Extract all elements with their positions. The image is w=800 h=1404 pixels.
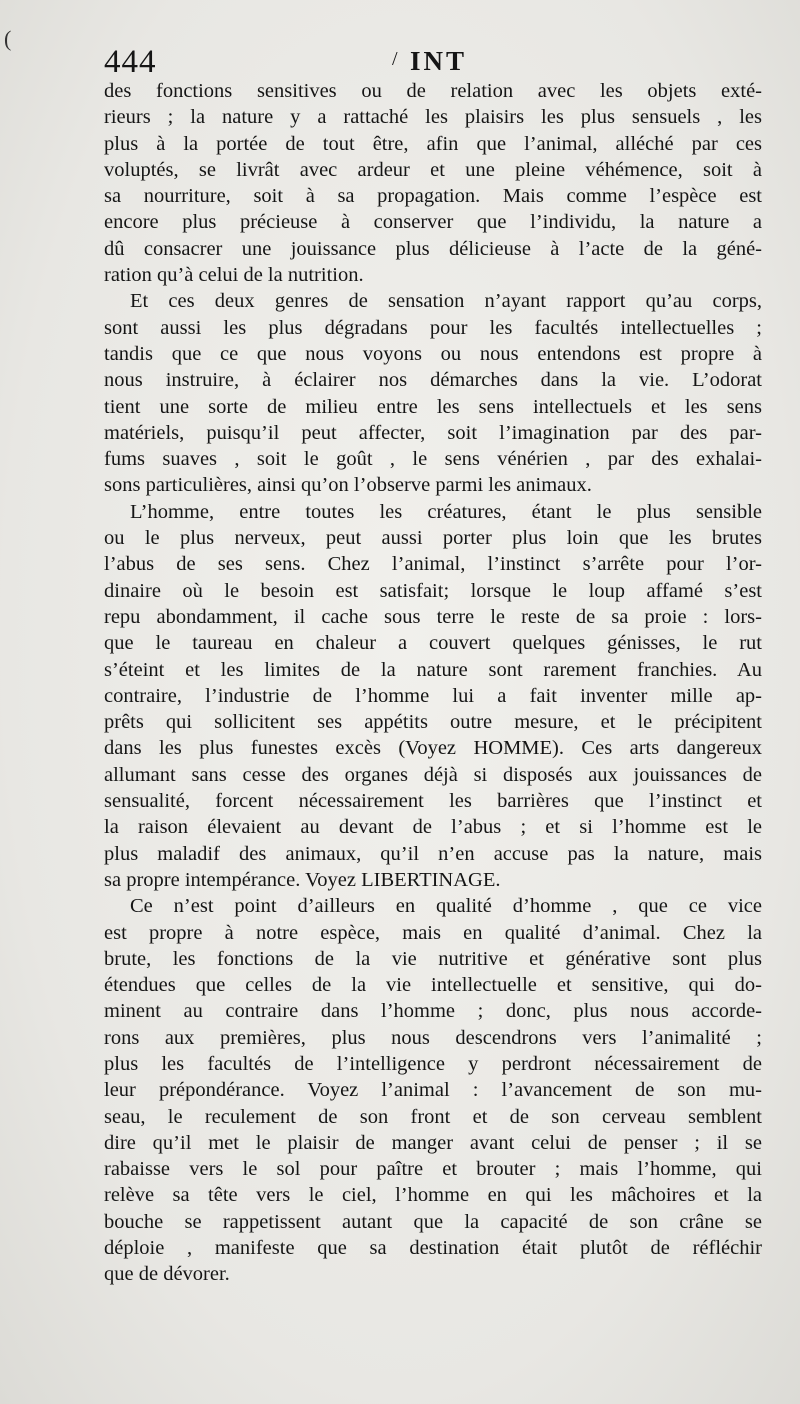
- text-line: dû consacrer une jouissance plus délicieuse à l’acte de la géné-: [104, 237, 762, 260]
- text-line: sa nourriture, soit à sa propagation. Mais comme l’espèce est: [104, 185, 762, 208]
- text-line: brute, les fonctions de la vie nutritive et générative sont plus: [104, 947, 762, 970]
- paragraph: [104, 893, 762, 1287]
- text-line: leur prépondérance. Voyez l’animal : l’avancement de son mu-: [104, 1079, 762, 1102]
- text-line: Et ces deux genres de sensation n’ayant rapport qu’au corps,: [130, 290, 762, 313]
- text-line: voluptés, se livrât avec ardeur et une pleine véhémence, soit à: [104, 158, 762, 181]
- text-line: ration qu’à celui de la nutrition.: [104, 264, 364, 287]
- text-line: des fonctions sensitives ou de relation avec les objets exté-: [104, 80, 762, 102]
- text-line: plus maladif des animaux, qu’il n’en accuse pas la nature, mais: [104, 842, 762, 865]
- text-line: L’homme, entre toutes les créatures, étant le plus sensible: [130, 500, 762, 523]
- text-line: encore plus précieuse à conserver que l’individu, la nature a: [104, 211, 762, 234]
- text-line: repu abondamment, il cache sous terre le reste de sa proie : lors-: [104, 605, 762, 628]
- text-line: dans les plus funestes excès (Voyez HOMME). Ces arts dangereux: [104, 737, 762, 760]
- text-line: nous instruire, à éclairer nos démarches dans la vie. L’odorat: [104, 369, 762, 392]
- text-line: Ce n’est point d’ailleurs en qualité d’homme , que ce vice: [130, 895, 762, 918]
- text-line: prêts qui sollicitent ses appétits outre mesure, et le précipitent: [104, 711, 762, 734]
- text-line: déploie , manifeste que sa destination était plutôt de réfléchir: [104, 1237, 762, 1260]
- text-line: dire qu’il met le plaisir de manger avant celui de penser ; il se: [104, 1131, 762, 1154]
- text-line: bouche se rappetissent autant que la capacité de son crâne se: [104, 1210, 762, 1233]
- text-line: l’abus de ses sens. Chez l’animal, l’instinct s’arrête pour l’or-: [104, 553, 762, 576]
- text-line: sa propre intempérance. Voyez LIBERTINAGE.: [104, 868, 501, 891]
- text-line: est propre à notre espèce, mais en qualité d’animal. Chez la: [104, 921, 762, 944]
- header-tick-mark: /: [392, 48, 398, 70]
- text-line: seau, le reculement de son front et de son cerveau semblent: [104, 1105, 762, 1128]
- text-line: sons particulières, ainsi qu’on l’observe parmi les animaux.: [104, 474, 592, 497]
- text-line: rons aux premières, plus nous descendrons vers l’animalité ;: [104, 1026, 762, 1049]
- text-line: plus les facultés de l’intelligence y perdront nécessairement de: [104, 1052, 762, 1075]
- scan-edge-mark: (: [4, 26, 12, 51]
- text-line: sont aussi les plus dégradans pour les facultés intellectuelles ;: [104, 316, 762, 339]
- text-line: la raison élevaient au devant de l’abus ; et si l’homme est le: [104, 816, 762, 839]
- text-line: rieurs ; la nature y a rattaché les plaisirs les plus sensuels , les: [104, 106, 762, 129]
- text-line: tient une sorte de milieu entre les sens intellectuels et les sens: [104, 395, 762, 418]
- text-line: ou le plus nerveux, peut aussi porter plus loin que les brutes: [104, 527, 762, 550]
- text-line: minent au contraire dans l’homme ; donc, plus nous accorde-: [104, 1000, 762, 1023]
- running-head: INT: [410, 46, 468, 76]
- paragraph: [104, 288, 762, 498]
- text-line: contraire, l’industrie de l’homme lui a fait inventer mille ap-: [104, 684, 762, 707]
- paragraph: [104, 78, 762, 288]
- paragraph: [104, 499, 762, 893]
- page-number: 444: [104, 44, 157, 80]
- text-line: dinaire où le besoin est satisfait; lorsque le loup affamé s’est: [104, 579, 762, 602]
- text-line: étendues que celles de la vie intellectuelle et sensitive, qui do-: [104, 974, 762, 997]
- text-line: que de dévorer.: [104, 1263, 230, 1286]
- text-line: allumant sans cesse des organes déjà si disposés aux jouissances de: [104, 763, 762, 786]
- body-text: [104, 78, 762, 1288]
- text-line: plus à la portée de tout être, afin que l’animal, alléché par ces: [104, 132, 762, 155]
- text-line: fums suaves , soit le goût , le sens vénérien , par des exhalai-: [104, 448, 762, 471]
- text-line: s’éteint et les limites de la nature sont rarement franchies. Au: [104, 658, 762, 681]
- text-line: tandis que ce que nous voyons ou nous entendons est propre à: [104, 342, 762, 365]
- text-line: sensualité, forcent nécessairement les barrières que l’instinct et: [104, 790, 762, 813]
- text-line: que le taureau en chaleur a couvert quelques génisses, le rut: [104, 632, 762, 655]
- text-line: relève sa tête vers le ciel, l’homme en qui les mâchoires et la: [104, 1184, 762, 1207]
- text-line: rabaisse vers le sol pour paître et brouter ; mais l’homme, qui: [104, 1158, 762, 1181]
- text-line: matériels, puisqu’il peut affecter, soit l’imagination par des par-: [104, 421, 762, 444]
